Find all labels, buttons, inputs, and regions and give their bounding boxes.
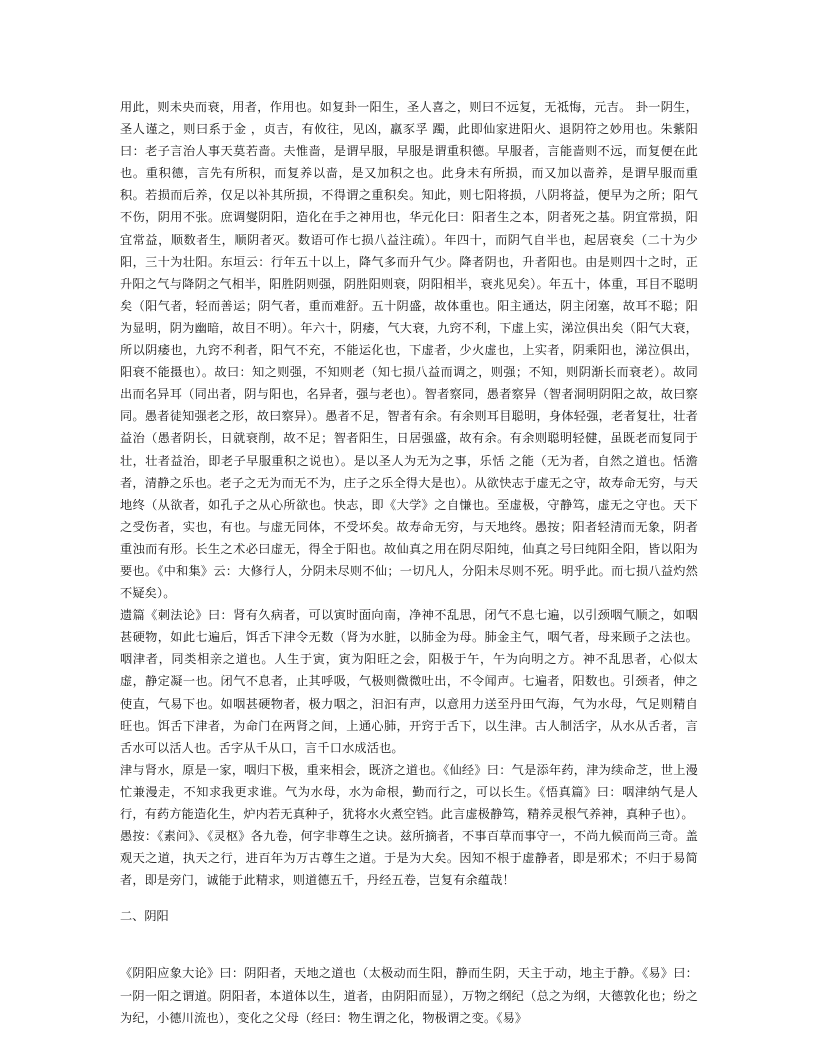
document-page <box>120 96 698 1029</box>
body-paragraph: 愚按：《素问》、《灵枢》各九卷，何字非尊生之诀。兹所摘者，不事百草而事守一，不尚九候而尚三奇。盖观天之道，执天之行，进百年为万古尊生之道。于是为大矣。因知不根于虚静者，即是邪术；不归于易简者，即是旁门，诚能于此精求，则道德五千，丹经五卷，岂复有余蕴哉！ <box>120 829 698 888</box>
body-paragraph: 津与肾水，原是一家，咽归下极，重来相会，既济之道也。《仙经》曰：气是添年药，津为续命芝，世上漫忙兼漫走，不知求我更求谁。气为水母，水为命根，勤而行之，可以长生。《悟真篇》曰：咽津纳气是人行，有药方能造化生，炉内若无真种子，犹将水火煮空铛。此言虚极静笃，精养灵根气养神，真种子也）。 <box>120 762 698 821</box>
body-paragraph: 《阴阳应象大论》曰：阴阳者，天地之道也（太极动而生阳，静而生阴，天主于动，地主于静。《易》曰：一阴一阳之谓道。阴阳者，本道体以生，道者，由阴阳而显），万物之纲纪（总之为纲，大德敦化也；纷之为纪，小德川流也），变化之父母（经曰：物生谓之化，物极谓之变。《易》 <box>120 966 698 1025</box>
section-spacer <box>120 927 698 962</box>
section-heading: 二、阴阳 <box>120 909 169 924</box>
body-paragraph: 用此，则未央而衰，用者，作用也。如复卦一阳生，圣人喜之，则曰不远复，无祗悔，元吉。 卦一阴生，圣人谨之，则曰系于金 ，贞吉，有攸往，见凶，羸豕孚 躅，此即仙家进阳火、退阴符之妙用也。朱紫阳曰：老子言治人事天莫若啬。夫惟啬，是谓早服，早服是谓重积德。早服者，言能啬则不远，而复便在此也。重积德，言先有所积，而复养以啬，是又加积之也。此身未有所损，而又加以啬养，是谓早服而重积。若损而后养，仅足以补其所损，不得谓之重积矣。知此，则七阳将损，八阴将益，便早为之所；阳气不伤，阴用不张。庶调燮阴阳，造化在手之神用也，华元化曰：阳者生之本，阴者死之基。阴宜常损，阳宜常益，顺数者生，顺阴者灭。数语可作七损八益注疏）。年四十，而阴气自半也，起居衰矣（二十为少阳，三十为壮阳。东垣云：行年五十以上，降气多而升气少。降者阴也，升者阳也。由是则四十之时，正升阳之气与降阴之气相半，阳胜阴则强，阴胜阳则衰，阴阳相半，衰兆见矣）。年五十，体重，耳目不聪明矣（阳气者，轻而善运；阴气者，重而难舒。五十阴盛，故体重也。阳主通达，阴主闭塞，故耳不聪；阳为显明，阴为幽暗，故目不明）。年六十，阴痿，气大衰，九窍不利，下虚上实，涕泣俱出矣（阳气大衰，所以阴痿也，九窍不利者，阳气不充，不能运化也，下虚者，少火虚也，上实者，阴乘阳也，涕泣俱出，阳衰不能摄也）。故曰：知之则强，不知则老（知七损八益而调之，则强；不知，则阴渐长而衰老）。故同出而名异耳（同出者，阴与阳也，名异者，强与老也）。智者察同，愚者察异（智者洞明阴阳之故，故曰察同。愚者徒知强老之形，故曰察异）。愚者不足，智者有余。有余则耳目聪明，身体轻强，老者复壮，壮者益治（愚者阴长，日就衰削，故不足；智者阳生，日居强盛，故有余。有余则聪明轻健，虽既老而复同于壮，壮者益治，即老子早服重积之说也）。是以圣人为无为之事，乐恬 之能（无为者，自然之道也。恬澹者，清静之乐也。老子之无为而无不为，庄子之乐全得大是也）。从欲快志于虚无之守，故寿命无穷，与天地终（从欲者，如孔子之从心所欲也。快志，即《大学》之自慊也。至虚极，守静笃，虚无之守也。天下之受伤者，实也，有也。与虚无同体，不受坏矣。故寿命无穷，与天地终。愚按；阳者轻清而无象，阴者重浊而有形。长生之术必曰虚无，得全于阳也。故仙真之用在阴尽阳纯，仙真之号曰纯阳全阳，皆以阳为要也。《中和集》云：大修行人，分阴未尽则不仙；一切凡人，分阳未尽则不死。明乎此。而七损八益灼然不疑矣）。 <box>120 100 698 601</box>
body-paragraph: 遗篇《刺法论》曰：肾有久病者，可以寅时面向南，净神不乱思，闭气不息七遍，以引颈咽气顺之，如咽甚硬物，如此七遍后，饵舌下津令无数（肾为水脏，以肺金为母。肺金主气，咽气者，母来顾子之法也。咽津者，同类相亲之道也。人生于寅，寅为阳旺之会，阳极于午，午为向明之方。神不乱思者，心似太虚，静定凝一也。闭气不息者，止其呼吸，气极则微微吐出，不令闻声。七遍者，阳数也。引颈者，伸之使直，气易下也。如咽甚硬物者，极力咽之，汩汩有声，以意用力送至丹田气海，气为水母，气足则精自旺也。饵舌下津者，为命门在两肾之间，上通心肺，开窍于舌下，以生津。古人制活字，从水从舌者，言舌水可以活人也。舌字从千从口，言千口水成活也。 <box>120 608 698 755</box>
